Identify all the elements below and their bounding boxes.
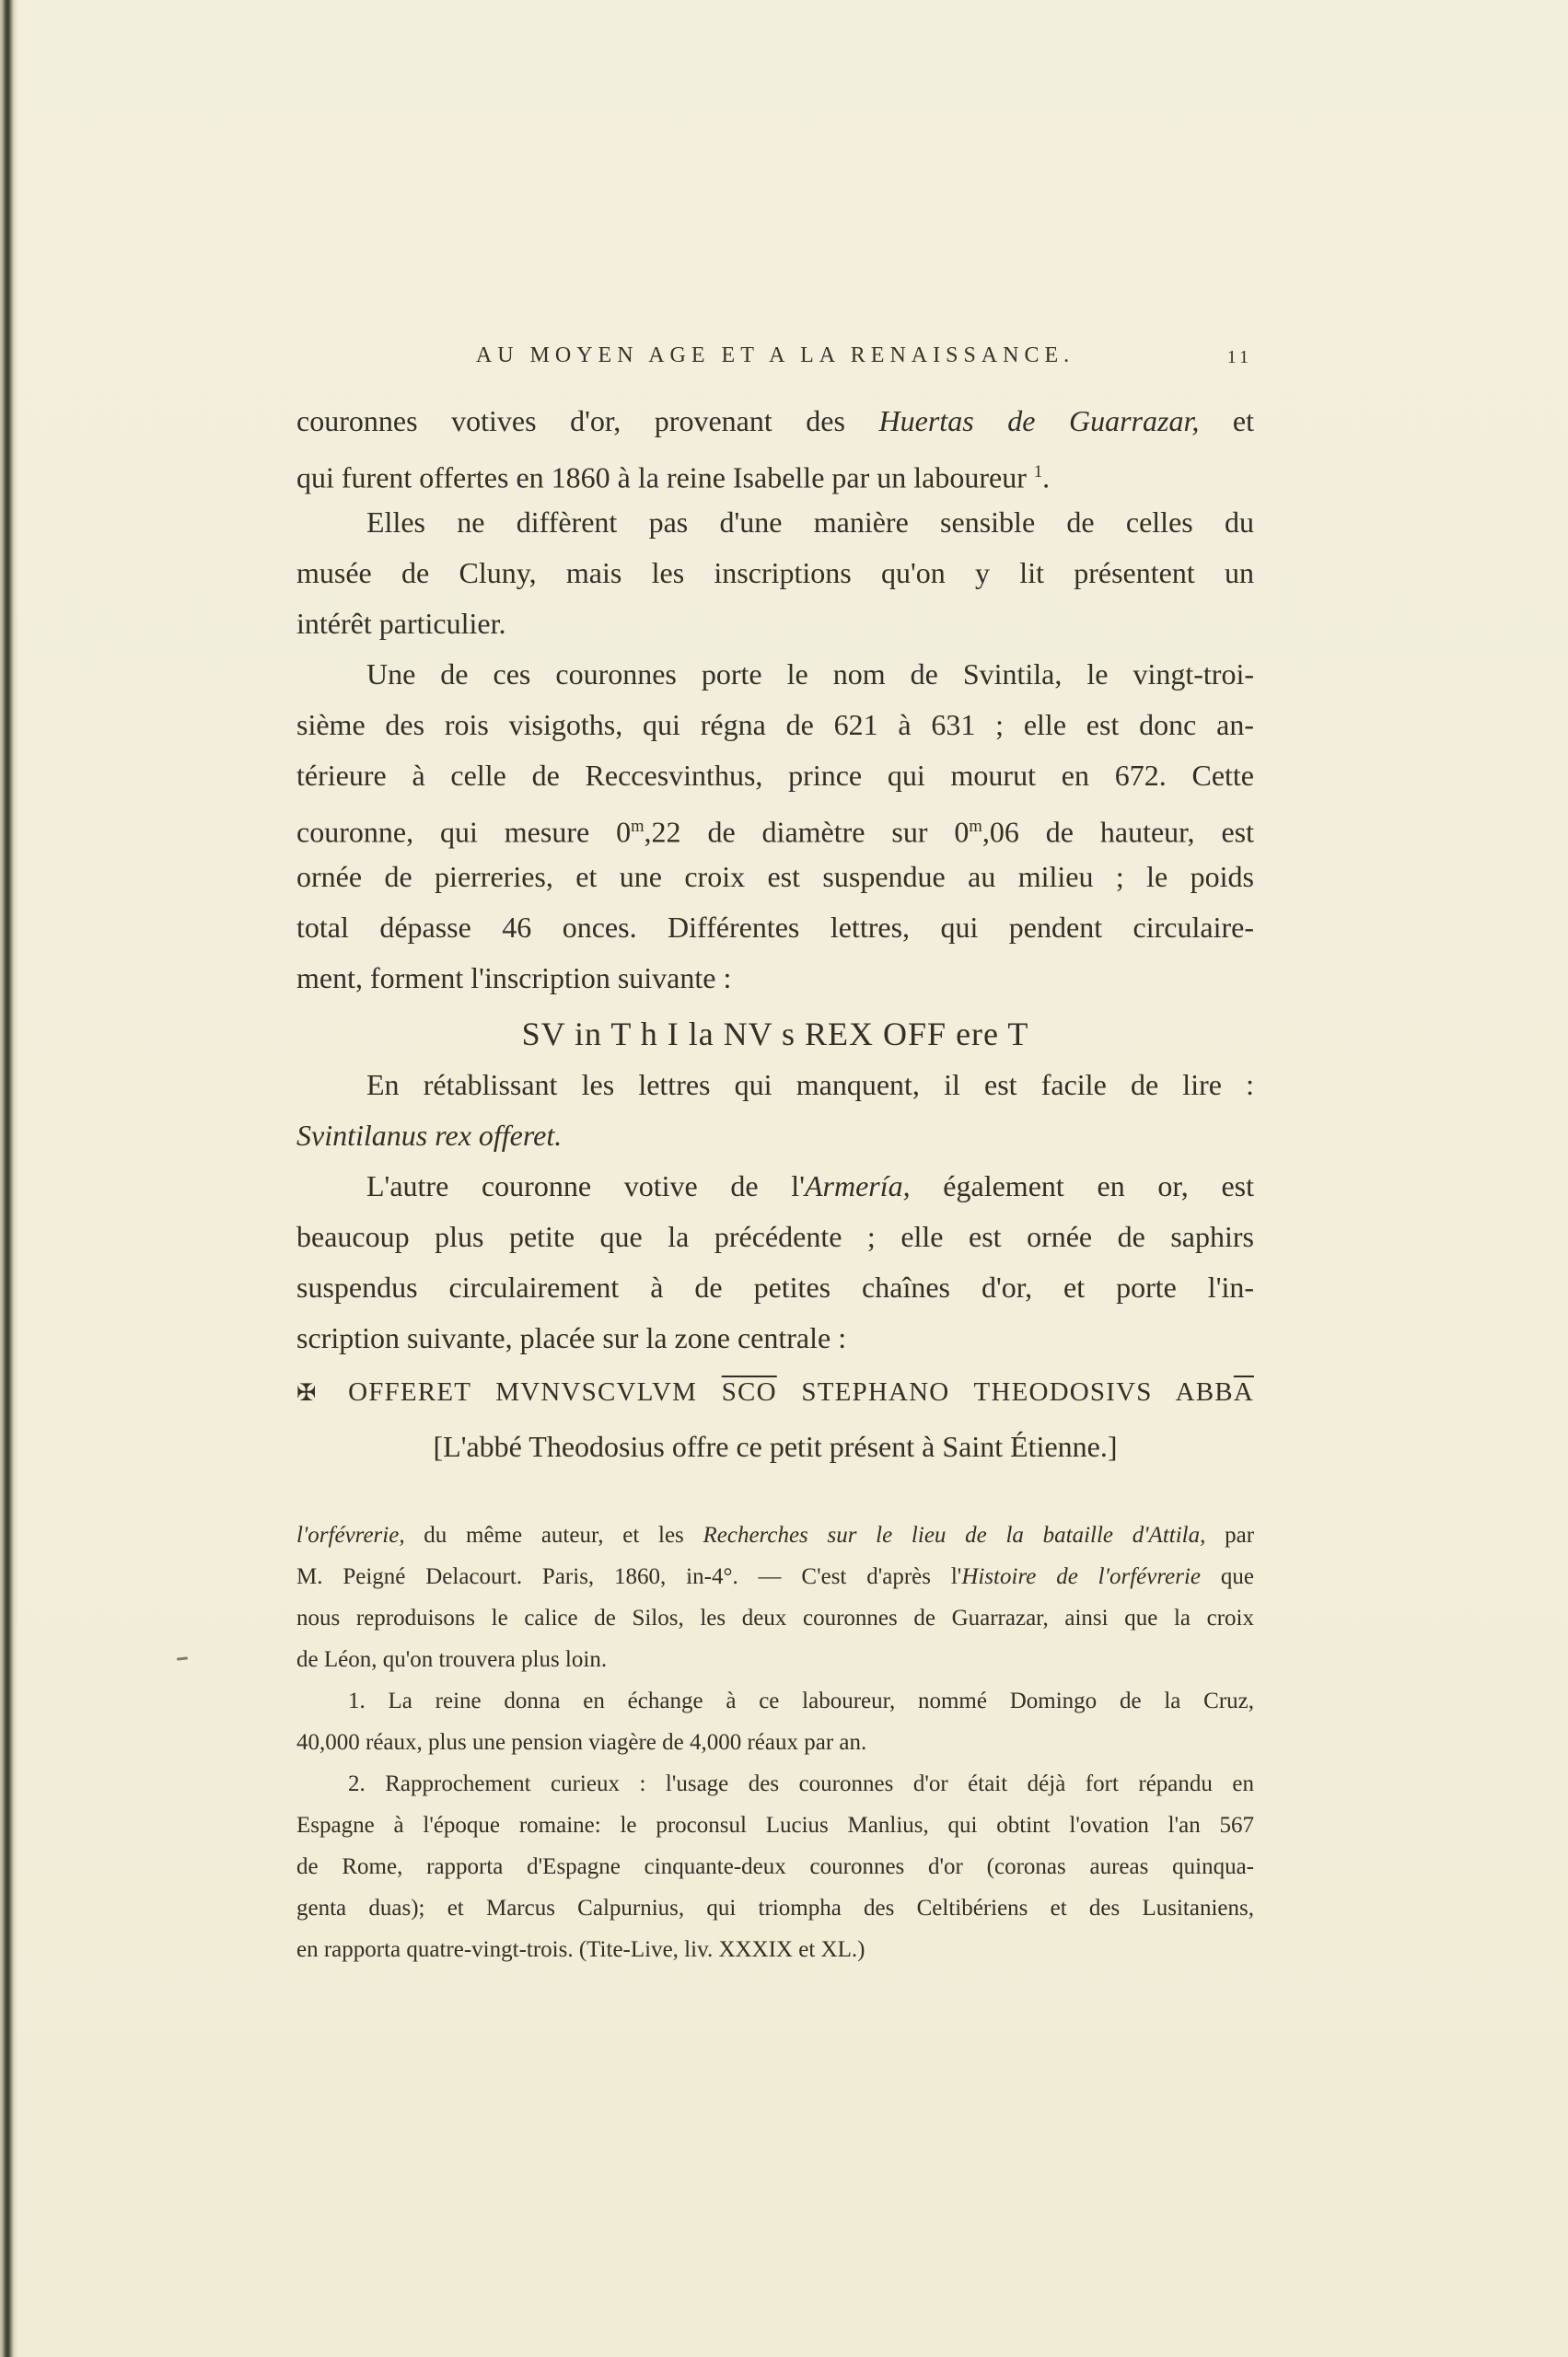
text-line: beaucoup plus petite que la précédente ; elle est ornée de saphirs (296, 1220, 1254, 1253)
running-header (296, 340, 1254, 371)
footnote-line: 40,000 réaux, plus une pension viagère de 4,000 réaux par an. (296, 1730, 867, 1755)
text-line: ✠ OFFERET MVNVSCVLVM $\overline{SCO}$ STEPHANO THEODOSIVS $ABB\overline{A}$ (296, 1377, 1254, 1407)
stray-ink-mark (177, 1656, 188, 1660)
text-line: [L'abbé Theodosius offre ce petit présent à Saint Étienne.] (433, 1430, 1118, 1463)
footnote-line: genta duas); et Marcus Calpurnius, qui triompha des Celtibériens et des Lusitaniens, (296, 1896, 1254, 1921)
text-line: Une de ces couronnes porte le nom de Svintila, le vingt-troi- (366, 657, 1254, 691)
footnote-line: de Léon, qu'on trouvera plus loin. (296, 1647, 608, 1672)
text-line: sième des rois visigoths, qui régna de 621 à 631 ; elle est donc an- (296, 708, 1254, 741)
footnote-line: l'orfévrerie, du même auteur, et les Recherches sur le lieu de la bataille d'Attila, par (296, 1523, 1254, 1548)
body-text (296, 396, 1254, 1472)
text-line: térieure à celle de Reccesvinthus, prince qui mourut en 672. Cette (296, 759, 1254, 792)
footnote-line: nous reproduisons le calice de Silos, les deux couronnes de Guarrazar, ainsi que la croix (296, 1606, 1254, 1631)
footnote-line: 2. Rapprochement curieux : l'usage des couronnes d'or était déjà fort répandu en (348, 1771, 1254, 1796)
text-line: couronnes votives d'or, provenant des Huertas de Guarrazar, et (296, 404, 1254, 437)
text-line: total dépasse 46 onces. Différentes lettres, qui pendent circulaire- (296, 911, 1254, 944)
maltese-cross-icon: ✠ (296, 1379, 343, 1407)
text-line: ornée de pierreries, et une croix est suspendue au milieu ; le poids (296, 860, 1254, 893)
binding-edge (0, 0, 18, 2357)
footnotes (296, 1515, 1254, 1970)
footnote-line: de Rome, rapporta d'Espagne cinquante-deux couronnes d'or (coronas aureas quinqua- (296, 1854, 1254, 1879)
footnote-line: M. Peigné Delacourt. Paris, 1860, in-4°. — C'est d'après l'Histoire de l'orfévrerie que (296, 1564, 1254, 1589)
text-line: En rétablissant les lettres qui manquent, il est facile de lire : (366, 1068, 1254, 1101)
page-number: 11 (1226, 347, 1252, 367)
text-line: intérêt particulier. (296, 607, 506, 640)
text-line: musée de Cluny, mais les inscriptions qu'on y lit présentent un (296, 556, 1254, 589)
text-line: ment, forment l'inscription suivante : (296, 961, 732, 994)
footnote-line: en rapporta quatre-vingt-trois. (Tite-Live, liv. XXXIX et XL.) (296, 1937, 865, 1962)
text-line: scription suivante, placée sur la zone centrale : (296, 1321, 847, 1354)
text-line: L'autre couronne votive de l'Armería, également en or, est (366, 1169, 1254, 1202)
footnote-line: 1. La reine donna en échange à ce laboureur, nommé Domingo de la Cruz, (348, 1689, 1254, 1713)
text-line: SV in T h I la NV s REX OFF ere T (521, 1016, 1029, 1052)
text-line: suspendus circulairement à de petites chaînes d'or, et porte l'in- (296, 1271, 1254, 1304)
text-line: Svintilanus rex offeret. (296, 1119, 563, 1152)
footnote-line: Espagne à l'époque romaine: le proconsul Lucius Manlius, qui obtint l'ovation l'an 567 (296, 1813, 1254, 1838)
running-header-title: AU MOYEN AGE ET A LA RENAISSANCE. (475, 343, 1075, 367)
text-line: couronne, qui mesure 0$^m$,22 de diamètre sur 0$^m$,06 de hauteur, est (296, 815, 1254, 849)
text-line: Elles ne diffèrent pas d'une manière sensible de celles du (366, 505, 1254, 539)
text-line: qui furent offertes en 1860 à la reine Isabelle par un laboureur $^1$. (296, 460, 1051, 494)
